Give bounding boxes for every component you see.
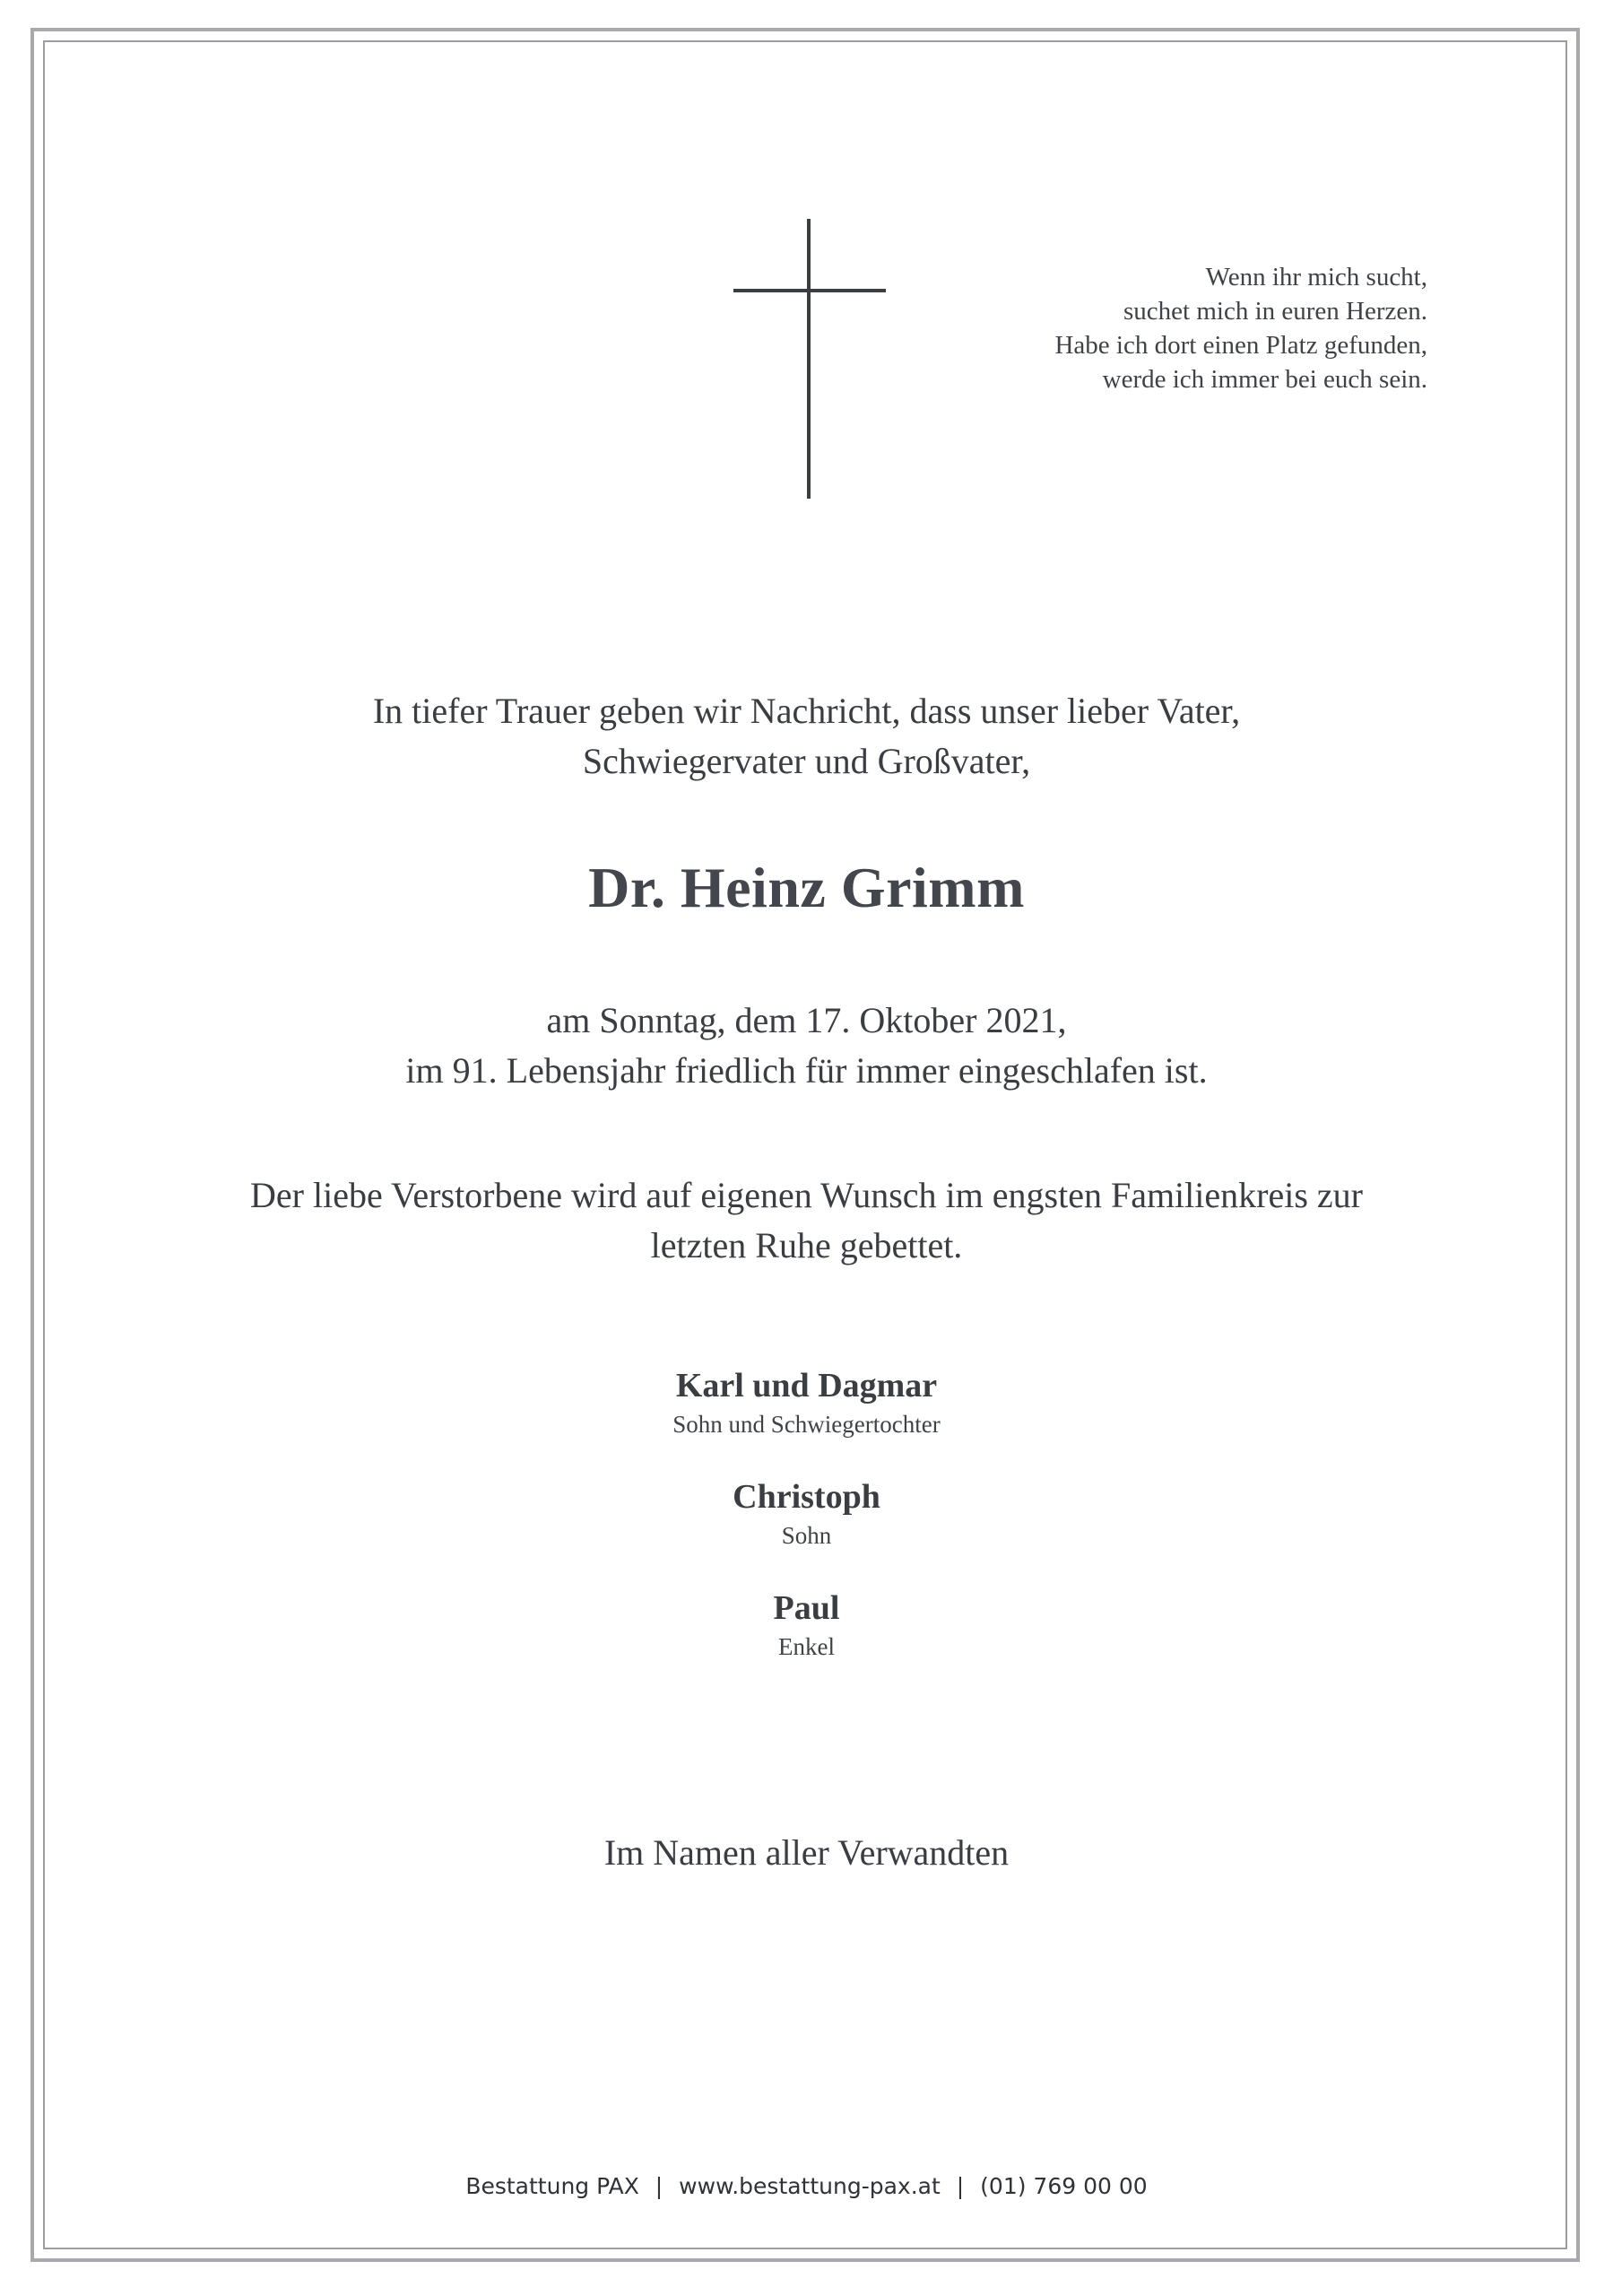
footer-phone: (01) 769 00 00 [980,2173,1148,2199]
mourner-entry [0,1474,1613,1552]
verse-line: suchet mich in euren Herzen. [1123,297,1427,326]
mourner-name: Christoph [733,1478,880,1516]
mourner-entry [0,1586,1613,1663]
mourner-relation: Enkel [778,1633,835,1660]
announcement-intro [0,686,1613,787]
death-line: am Sonntag, dem 17. Oktober 2021, [546,1000,1067,1040]
intro-line: Schwiegervater und Großvater, [582,741,1031,781]
death-date-text [0,996,1613,1096]
verse-line: Wenn ihr mich sucht, [1205,263,1427,291]
mourner-name: Karl und Dagmar [675,1367,938,1405]
footer [0,2170,1613,2203]
mourner-entry [0,1363,1613,1440]
footer-separator: | [956,2173,965,2199]
verse-line: werde ich immer bei euch sein. [1102,365,1427,394]
memorial-verse [800,260,1427,396]
mourner-name: Paul [773,1589,840,1627]
mourner-relation: Sohn [781,1522,832,1549]
intro-line: In tiefer Trauer geben wir Nachricht, dass unser lieber Vater, [372,691,1241,731]
burial-notice [0,1170,1613,1271]
closing-text: Im Namen aller Verwandten [603,1832,1010,1873]
death-line: im 91. Lebensjahr friedlich für immer eingeschlafen ist. [405,1050,1208,1091]
footer-website-link[interactable]: www.bestattung-pax.at [679,2173,941,2199]
footer-separator: | [655,2173,663,2199]
mourner-relation: Sohn und Schwiegertochter [672,1411,941,1438]
mourners-list [0,1363,1613,1697]
deceased-name: Dr. Heinz Grimm [588,856,1025,919]
burial-line: Der liebe Verstorbene wird auf eigenen Wunsch im engsten Familienkreis zur [250,1175,1363,1215]
burial-line: letzten Ruhe gebettet. [650,1225,963,1265]
verse-line: Habe ich dort einen Platz gefunden, [1054,331,1427,360]
footer-company: Bestattung PAX [465,2173,639,2199]
